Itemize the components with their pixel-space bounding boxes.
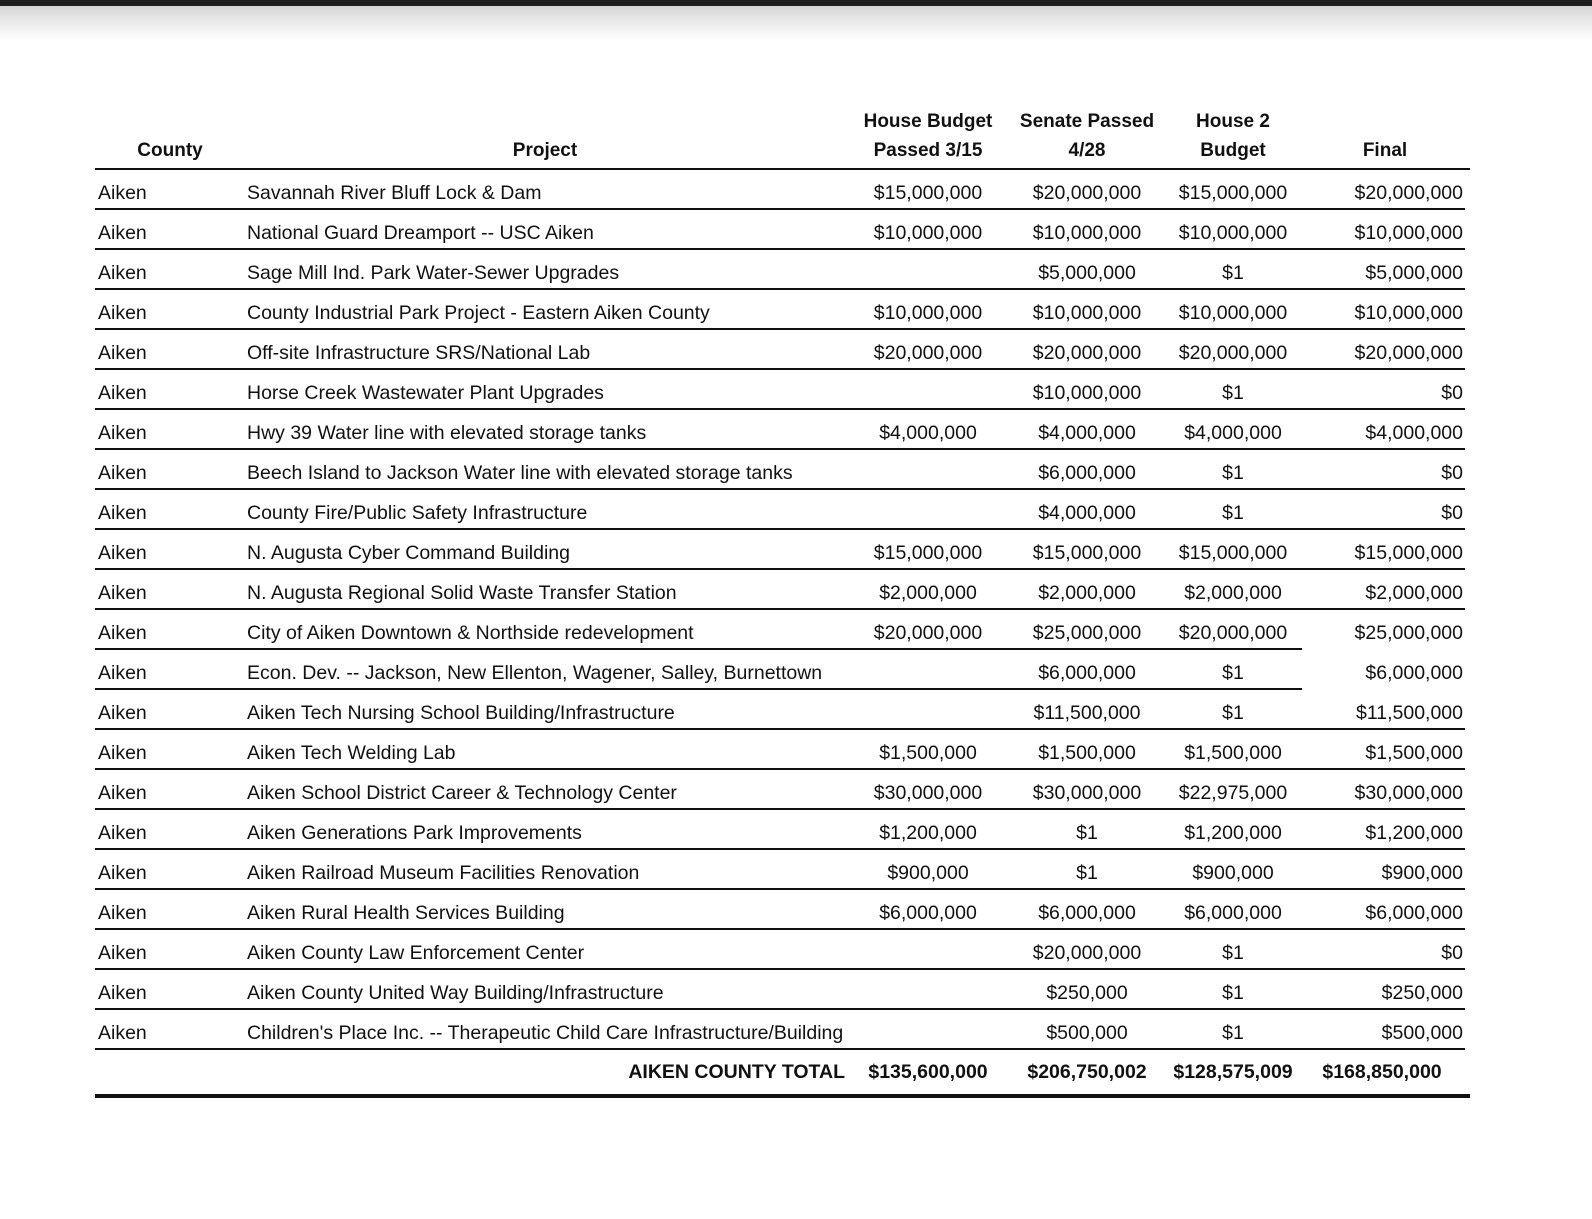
project-cell: N. Augusta Regional Solid Waste Transfer Station xyxy=(247,582,677,604)
header-house-budget-line1: House Budget xyxy=(863,111,993,132)
table-row xyxy=(95,890,1470,930)
final-cell: $1,200,000 xyxy=(1365,822,1463,844)
project-cell: Beech Island to Jackson Water line with elevated storage tanks xyxy=(247,462,793,484)
project-cell: Off-site Infrastructure SRS/National Lab xyxy=(247,342,591,364)
project-cell: Aiken County Law Enforcement Center xyxy=(247,942,585,964)
house2-cell: $900,000 xyxy=(1192,862,1274,884)
final-cell: $30,000,000 xyxy=(1354,782,1463,804)
table-row xyxy=(95,690,1470,730)
house2-cell: $22,975,000 xyxy=(1178,782,1288,804)
house-budget-cell: $1,500,000 xyxy=(879,742,977,764)
table-body xyxy=(95,170,1470,1050)
table-row xyxy=(95,530,1470,570)
header-county: County xyxy=(137,140,203,161)
header-senate-passed xyxy=(1012,107,1162,165)
final-cell: $6,000,000 xyxy=(1365,662,1463,684)
county-cell: Aiken xyxy=(98,462,147,484)
project-cell: Horse Creek Wastewater Plant Upgrades xyxy=(247,382,604,404)
senate-passed-cell: $11,500,000 xyxy=(1033,702,1141,724)
county-cell: Aiken xyxy=(98,702,147,724)
project-cell: Aiken Tech Welding Lab xyxy=(247,742,456,764)
house2-cell: $1,200,000 xyxy=(1184,822,1282,844)
final-cell: $0 xyxy=(1441,382,1463,404)
header-project: Project xyxy=(512,140,578,161)
house-budget-cell: $2,000,000 xyxy=(879,582,977,604)
senate-passed-cell: $6,000,000 xyxy=(1038,462,1136,484)
project-cell: Aiken County United Way Building/Infrastructure xyxy=(247,982,664,1004)
senate-passed-cell: $4,000,000 xyxy=(1038,502,1136,524)
header-house2-line1: House 2 xyxy=(1196,111,1270,132)
senate-passed-cell: $20,000,000 xyxy=(1032,942,1142,964)
project-cell: County Industrial Park Project - Eastern Aiken County xyxy=(247,302,710,324)
house2-cell: $6,000,000 xyxy=(1184,902,1282,924)
project-cell: Aiken School District Career & Technology Center xyxy=(247,782,677,804)
table-row xyxy=(95,730,1470,770)
final-cell: $0 xyxy=(1441,502,1463,524)
senate-passed-cell: $10,000,000 xyxy=(1032,222,1142,244)
table-row xyxy=(95,810,1470,850)
final-cell: $0 xyxy=(1441,462,1463,484)
house-budget-cell: $30,000,000 xyxy=(873,782,983,804)
project-cell: Hwy 39 Water line with elevated storage tanks xyxy=(247,422,647,444)
project-cell: N. Augusta Cyber Command Building xyxy=(247,542,570,564)
final-cell: $250,000 xyxy=(1381,982,1463,1004)
county-cell: Aiken xyxy=(98,262,147,284)
senate-passed-cell: $6,000,000 xyxy=(1038,662,1136,684)
project-cell: National Guard Dreamport -- USC Aiken xyxy=(247,222,594,244)
house2-cell: $1 xyxy=(1222,702,1244,724)
senate-passed-cell: $20,000,000 xyxy=(1032,182,1142,204)
header-final: Final xyxy=(1362,140,1408,161)
project-cell: City of Aiken Downtown & Northside redevelopment xyxy=(247,622,694,644)
house2-cell: $1 xyxy=(1222,262,1244,284)
table-row xyxy=(95,1010,1470,1050)
table-row xyxy=(95,410,1470,450)
house-budget-cell: $15,000,000 xyxy=(873,542,983,564)
header-house-budget xyxy=(855,107,1001,165)
senate-passed-cell: $25,000,000 xyxy=(1032,622,1142,644)
senate-passed-cell: $1 xyxy=(1076,822,1098,844)
house-budget-cell: $900,000 xyxy=(887,862,969,884)
county-cell: Aiken xyxy=(98,182,147,204)
county-cell: Aiken xyxy=(98,502,147,524)
house-budget-cell: $10,000,000 xyxy=(873,222,983,244)
window-top-shadow xyxy=(0,6,1592,40)
final-cell: $25,000,000 xyxy=(1354,622,1463,644)
house2-cell: $15,000,000 xyxy=(1178,542,1288,564)
county-cell: Aiken xyxy=(98,1022,147,1044)
project-cell: County Fire/Public Safety Infrastructure xyxy=(247,502,588,524)
county-cell: Aiken xyxy=(98,422,147,444)
county-cell: Aiken xyxy=(98,542,147,564)
project-cell: Savannah River Bluff Lock & Dam xyxy=(247,182,542,204)
final-cell: $500,000 xyxy=(1381,1022,1463,1044)
table-row xyxy=(95,250,1470,290)
table-row xyxy=(95,850,1470,890)
header-senate-passed-line2: 4/28 xyxy=(1068,140,1106,161)
county-cell: Aiken xyxy=(98,382,147,404)
county-cell: Aiken xyxy=(98,302,147,324)
senate-passed-cell: $20,000,000 xyxy=(1032,342,1142,364)
county-cell: Aiken xyxy=(98,582,147,604)
table-row xyxy=(95,770,1470,810)
county-cell: Aiken xyxy=(98,342,147,364)
table-row xyxy=(95,570,1470,610)
house2-cell: $1 xyxy=(1222,462,1244,484)
senate-passed-cell: $1 xyxy=(1076,862,1098,884)
house-budget-cell: $10,000,000 xyxy=(873,302,983,324)
header-house2-line2: Budget xyxy=(1200,140,1266,161)
final-cell: $15,000,000 xyxy=(1354,542,1463,564)
house2-cell: $1,500,000 xyxy=(1184,742,1282,764)
senate-passed-cell: $10,000,000 xyxy=(1032,382,1142,404)
table-row xyxy=(95,210,1470,250)
county-cell: Aiken xyxy=(98,742,147,764)
house-budget-cell: $20,000,000 xyxy=(873,342,983,364)
county-cell: Aiken xyxy=(98,622,147,644)
senate-passed-cell: $5,000,000 xyxy=(1038,262,1136,284)
table-row xyxy=(95,970,1470,1010)
senate-passed-cell: $10,000,000 xyxy=(1032,302,1142,324)
table-row xyxy=(95,610,1470,650)
house-budget-cell: $4,000,000 xyxy=(879,422,977,444)
header-house-budget-line2: Passed 3/15 xyxy=(873,140,983,161)
county-cell: Aiken xyxy=(98,782,147,804)
total-house2: $128,575,009 xyxy=(1173,1061,1293,1083)
table-row xyxy=(95,650,1470,690)
project-cell: Aiken Rural Health Services Building xyxy=(247,902,565,924)
final-cell: $11,500,000 xyxy=(1356,702,1463,724)
house2-cell: $10,000,000 xyxy=(1178,222,1288,244)
house2-cell: $4,000,000 xyxy=(1184,422,1282,444)
project-cell: Aiken Railroad Museum Facilities Renovation xyxy=(247,862,640,884)
project-cell: Econ. Dev. -- Jackson, New Ellenton, Wagener, Salley, Burnettown xyxy=(247,662,823,684)
final-cell: $20,000,000 xyxy=(1354,182,1463,204)
house-budget-cell: $20,000,000 xyxy=(873,622,983,644)
table-row xyxy=(95,930,1470,970)
house-budget-cell: $1,200,000 xyxy=(879,822,977,844)
project-cell: Aiken Generations Park Improvements xyxy=(247,822,582,844)
project-cell: Sage Mill Ind. Park Water-Sewer Upgrades xyxy=(247,262,620,284)
header-house2 xyxy=(1168,107,1298,165)
county-cell: Aiken xyxy=(98,982,147,1004)
senate-passed-cell: $15,000,000 xyxy=(1032,542,1142,564)
senate-passed-cell: $4,000,000 xyxy=(1038,422,1136,444)
table-row xyxy=(95,330,1470,370)
final-cell: $900,000 xyxy=(1381,862,1463,884)
table-row xyxy=(95,490,1470,530)
table-header xyxy=(95,108,1470,170)
final-cell: $2,000,000 xyxy=(1365,582,1463,604)
house2-cell: $10,000,000 xyxy=(1178,302,1288,324)
house2-cell: $1 xyxy=(1222,502,1244,524)
senate-passed-cell: $1,500,000 xyxy=(1038,742,1136,764)
county-cell: Aiken xyxy=(98,902,147,924)
house2-cell: $1 xyxy=(1222,982,1244,1004)
total-label: AIKEN COUNTY TOTAL xyxy=(628,1061,845,1083)
house2-cell: $15,000,000 xyxy=(1178,182,1288,204)
final-cell: $0 xyxy=(1441,942,1463,964)
final-cell: $6,000,000 xyxy=(1365,902,1463,924)
house2-cell: $1 xyxy=(1222,942,1244,964)
senate-passed-cell: $30,000,000 xyxy=(1032,782,1142,804)
final-cell: $4,000,000 xyxy=(1365,422,1463,444)
house2-cell: $1 xyxy=(1222,662,1244,684)
house2-cell: $20,000,000 xyxy=(1178,622,1288,644)
table-row xyxy=(95,450,1470,490)
final-cell: $10,000,000 xyxy=(1354,222,1463,244)
house2-cell: $1 xyxy=(1222,1022,1244,1044)
total-final: $168,850,000 xyxy=(1322,1061,1442,1083)
total-senate-passed: $206,750,002 xyxy=(1027,1061,1147,1083)
house-budget-cell: $15,000,000 xyxy=(873,182,983,204)
total-row xyxy=(95,1050,1470,1098)
table-row xyxy=(95,290,1470,330)
project-cell: Children's Place Inc. -- Therapeutic Child Care Infrastructure/Building xyxy=(247,1022,844,1044)
final-cell: $10,000,000 xyxy=(1354,302,1463,324)
senate-passed-cell: $500,000 xyxy=(1046,1022,1128,1044)
senate-passed-cell: $6,000,000 xyxy=(1038,902,1136,924)
total-house-budget: $135,600,000 xyxy=(868,1061,988,1083)
project-cell: Aiken Tech Nursing School Building/Infrastructure xyxy=(247,702,675,724)
final-cell: $5,000,000 xyxy=(1365,262,1463,284)
budget-table xyxy=(95,108,1470,1098)
county-cell: Aiken xyxy=(98,862,147,884)
final-cell: $1,500,000 xyxy=(1365,742,1463,764)
table-row xyxy=(95,370,1470,410)
table-row xyxy=(95,170,1470,210)
house-budget-cell: $6,000,000 xyxy=(879,902,977,924)
county-cell: Aiken xyxy=(98,942,147,964)
final-cell: $20,000,000 xyxy=(1354,342,1463,364)
house2-cell: $20,000,000 xyxy=(1178,342,1288,364)
county-cell: Aiken xyxy=(98,662,147,684)
header-senate-passed-line1: Senate Passed xyxy=(1019,111,1155,132)
senate-passed-cell: $2,000,000 xyxy=(1038,582,1136,604)
house2-cell: $2,000,000 xyxy=(1184,582,1282,604)
senate-passed-cell: $250,000 xyxy=(1046,982,1128,1004)
county-cell: Aiken xyxy=(98,822,147,844)
house2-cell: $1 xyxy=(1222,382,1244,404)
county-cell: Aiken xyxy=(98,222,147,244)
